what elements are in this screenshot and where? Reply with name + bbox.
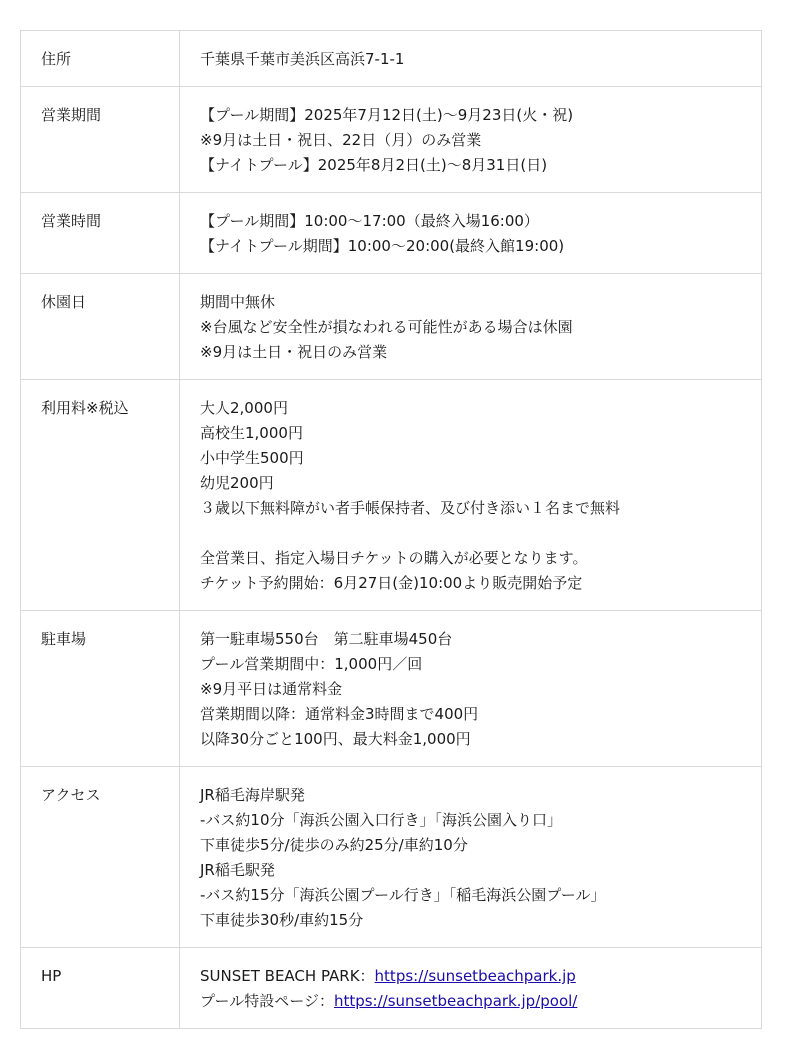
row-value <box>180 274 762 380</box>
value-line: 【プール期間】10:00〜17:00（最終入場16:00） <box>200 212 539 230</box>
value-line: ※台風など安全性が損なわれる可能性がある場合は休園 <box>200 318 573 336</box>
value-line: ３歳以下無料障がい者手帳保持者、及び付き添い１名まで無料 <box>200 499 621 517</box>
hp-pool-prefix: プール特設ページ： <box>200 992 334 1010</box>
row-fees <box>21 380 762 611</box>
info-table <box>20 30 762 1029</box>
value-line: 【ナイトプール】2025年8月2日(土)〜8月31日(日) <box>200 156 548 174</box>
row-label: 営業期間 <box>21 87 180 193</box>
row-business-hours <box>21 193 762 274</box>
hp-site-prefix: SUNSET BEACH PARK： <box>200 967 375 985</box>
hp-site-line <box>200 964 741 989</box>
row-value <box>180 380 762 611</box>
row-value <box>180 767 762 948</box>
row-closed-days <box>21 274 762 380</box>
value-line: ※9月は土日・祝日、22日（月）のみ営業 <box>200 131 482 149</box>
hp-pool-line <box>200 989 741 1014</box>
hp-pool-link[interactable]: https://sunsetbeachpark.jp/pool/ <box>333 992 578 1010</box>
value-line: チケット予約開始：6月27日(金)10:00より販売開始予定 <box>200 574 583 592</box>
row-value <box>180 611 762 767</box>
value-line: 第一駐車場550台 第二駐車場450台 <box>200 630 453 648</box>
row-hp <box>21 948 762 1029</box>
value-line: 以降30分ごと100円、最大料金1,000円 <box>200 730 471 748</box>
value-line: 幼児200円 <box>200 474 274 492</box>
hp-site-link[interactable]: https://sunsetbeachpark.jp <box>374 967 576 985</box>
row-address <box>21 31 762 87</box>
row-business-period <box>21 87 762 193</box>
value-line: -バス約15分「海浜公園プール行き」「稲毛海浜公園プール」 <box>200 886 606 904</box>
row-label: 利用料※税込 <box>21 380 180 611</box>
value-line: 小中学生500円 <box>200 449 304 467</box>
row-value <box>180 948 762 1029</box>
info-table-body <box>21 31 762 1029</box>
value-line: 【プール期間】2025年7月12日(土)〜9月23日(火・祝) <box>200 106 574 124</box>
value-line: ※9月は土日・祝日のみ営業 <box>200 343 388 361</box>
row-value <box>180 87 762 193</box>
row-label: HP <box>21 948 180 1029</box>
row-label: 住所 <box>21 31 180 87</box>
row-label: 駐車場 <box>21 611 180 767</box>
value-line: JR稲毛海岸駅発 <box>200 786 305 804</box>
value-line: 高校生1,000円 <box>200 424 303 442</box>
row-value <box>180 193 762 274</box>
row-value <box>180 31 762 87</box>
row-label: 休園日 <box>21 274 180 380</box>
value-line: 千葉県千葉市美浜区高浜7-1-1 <box>200 50 405 68</box>
value-line: 営業期間以降：通常料金3時間まで400円 <box>200 705 479 723</box>
value-line: 下車徒歩30秒/車約15分 <box>200 911 364 929</box>
row-parking <box>21 611 762 767</box>
value-line: ※9月平日は通常料金 <box>200 680 343 698</box>
value-line: 【ナイトプール期間】10:00〜20:00(最終入館19:00) <box>200 237 565 255</box>
row-access <box>21 767 762 948</box>
row-label: 営業時間 <box>21 193 180 274</box>
value-line: -バス約10分「海浜公園入口行き」「海浜公園入り口」 <box>200 811 563 829</box>
value-line: プール営業期間中：1,000円／回 <box>200 655 423 673</box>
row-label: アクセス <box>21 767 180 948</box>
value-line: JR稲毛駅発 <box>200 861 275 879</box>
value-line: 下車徒歩5分/徒歩のみ約25分/車約10分 <box>200 836 468 854</box>
value-line: 期間中無休 <box>200 293 276 311</box>
value-line: 大人2,000円 <box>200 399 288 417</box>
value-line-blank <box>200 521 741 546</box>
value-line: 全営業日、指定入場日チケットの購入が必要となります。 <box>200 549 588 567</box>
